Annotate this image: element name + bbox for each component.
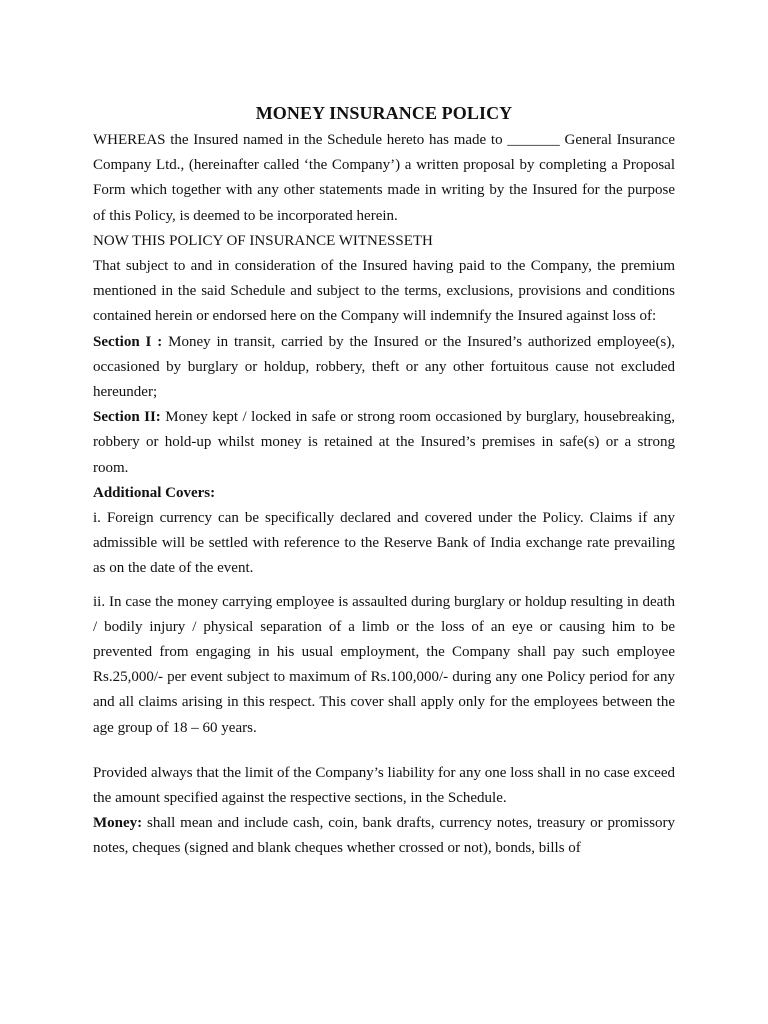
section-1-text: Money in transit, carried by the Insured or the Insured’s authorized employee(s), occasioned by burglary or holdup, robbery, theft or any other fortuitous cause not excluded hereunder; — [93, 333, 675, 401]
document-title: MONEY INSURANCE POLICY — [255, 103, 513, 123]
whereas-paragraph: WHEREAS the Insured named in the Schedule hereto has made to _______ General Insurance Company Ltd., (hereinafter called ‘the Company’) a written proposal by completing a Proposal Form which together with any other statements made in writing by the Insured for the purpose of this Policy, is deemed to be incorporated herein. — [93, 132, 675, 224]
witnesseth-line: NOW THIS POLICY OF INSURANCE WITNESSETH — [93, 232, 433, 249]
indemnity-paragraph: That subject to and in consideration of the Insured having paid to the Company, the premium mentioned in the said Schedule and subject to the terms, exclusions, provisions and conditions contained herein or endorsed here on the Company will indemnify the Insured against loss of: — [93, 258, 675, 325]
section-2-label: Section II: — [93, 409, 161, 426]
section-2-text: Money kept / locked in safe or strong room occasioned by burglary, housebreaking, robbery or hold-up whilst money is retained at the Insured’s premises in safe(s) or a strong room. — [93, 409, 676, 476]
money-definition-paragraph — [93, 811, 675, 861]
additional-covers-heading: Additional Covers: — [93, 484, 216, 501]
section-1-label: Section I : — [93, 333, 163, 350]
proviso-paragraph: Provided always that the limit of the Company’s liability for any one loss shall in no case exceed the amount specified against the respective sections, in the Schedule. — [93, 764, 675, 807]
section-2-paragraph — [93, 405, 675, 481]
money-definition-text: shall mean and include cash, coin, bank drafts, currency notes, treasury or promissory notes, cheques (signed and blank cheques whether crossed or not), bonds, bills of — [93, 815, 675, 857]
document-page — [93, 100, 675, 862]
section-1-paragraph — [93, 330, 675, 406]
cover-2-paragraph: ii. In case the money carrying employee is assaulted during burglary or holdup resulting in death / bodily injury / physical separation of a limb or the loss of an eye or causing him to be prevented from engaging in his usual employment, the Company shall pay such employee Rs.25,000/- per event subject to maximum of Rs.100,000/- during any one Policy period for any and all claims arising in this respect. This cover shall apply only for the employees between the age group of 18 – 60 years. — [93, 593, 675, 736]
cover-1-paragraph: i. Foreign currency can be specifically declared and covered under the Policy. Claims if any admissible will be settled with reference to the Reserve Bank of India exchange rate prevailing as on the date of the event. — [93, 510, 675, 577]
money-definition-label: Money: — [93, 815, 143, 832]
